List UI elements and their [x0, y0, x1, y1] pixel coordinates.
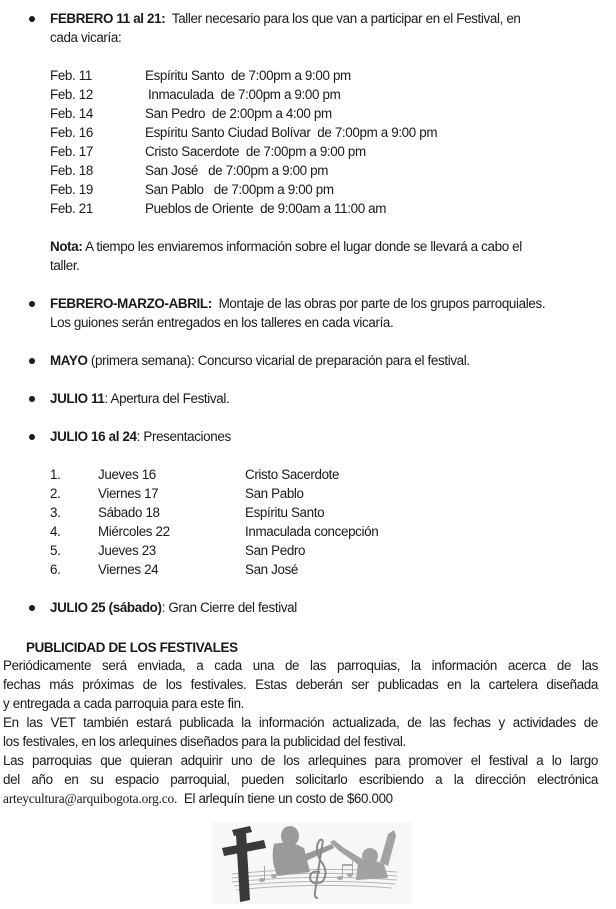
presentation-day: Miércoles 22: [98, 524, 170, 539]
schedule-date: Feb. 17: [50, 144, 93, 159]
festival-art-logo-icon: [212, 822, 412, 904]
cost-text: El arlequín tiene un costo de $60.000: [183, 791, 393, 806]
bullet-icon: [29, 396, 35, 402]
presentation-number: 1.: [50, 467, 61, 482]
presentation-place: San José: [245, 562, 299, 577]
presentation-place: San Pablo: [245, 486, 304, 501]
presentation-place: Cristo Sacerdote: [245, 467, 340, 482]
presentation-day: Viernes 24: [98, 562, 159, 577]
publicidad-heading: PUBLICIDAD DE LOS FESTIVALES: [26, 640, 238, 655]
publicidad-line: Periódicamente será enviada, a cada una de las parroquias, la información acerca de las: [3, 658, 598, 673]
presentation-number: 3.: [50, 505, 61, 520]
schedule-date: Feb. 16: [50, 125, 93, 140]
item-julio25-label: JULIO 25 (sábado): [50, 600, 162, 615]
publicidad-line: Las parroquias que quieran adquirir uno de los arlequines para promover el festival a lo largo: [3, 753, 598, 768]
schedule-desc: San José de 7:00pm a 9:00 pm: [145, 163, 329, 178]
schedule-desc: Cristo Sacerdote de 7:00pm a 9:00 pm: [145, 144, 366, 159]
item-mayo-text: (primera semana): Concurso vicarial de preparación para el festival.: [90, 353, 470, 368]
bullet-icon: [29, 301, 35, 307]
item-mayo: [50, 351, 470, 370]
item-julio11-label: JULIO 11: [50, 391, 105, 406]
item-mayo-label: MAYO: [50, 353, 88, 368]
presentation-place: San Pedro: [245, 543, 306, 558]
schedule-date: Feb. 14: [50, 106, 93, 121]
item-julio11: [50, 389, 229, 408]
note-label: Nota:: [50, 239, 83, 254]
schedule-desc: Inmaculada de 7:00pm a 9:00 pm: [148, 87, 341, 102]
item-julio25-text: : Gran Cierre del festival: [161, 600, 297, 615]
presentation-day: Jueves 16: [98, 467, 156, 482]
presentation-number: 4.: [50, 524, 61, 539]
item-montaje-label: FEBRERO-MARZO-ABRIL:: [50, 296, 212, 311]
item-febrero-label: FEBRERO 11 al 21:: [50, 11, 166, 26]
note-text: A tiempo les enviaremos información sobre el lugar donde se llevará a cabo el: [85, 239, 522, 254]
publicidad-line: y entregada a cada parroquia para este fin.: [3, 696, 245, 711]
bullet-icon: [29, 358, 35, 364]
bullet-icon: [29, 16, 35, 22]
schedule-desc: San Pablo de 7:00pm a 9:00 pm: [145, 182, 334, 197]
item-julio25: [50, 598, 297, 617]
schedule-date: Feb. 21: [50, 201, 93, 216]
item-montaje: [50, 294, 545, 313]
bullet-icon: [29, 434, 35, 440]
publicidad-line: del año en su espacio parroquial, pueden solicitarlo escribiendo a la dirección electrónica: [3, 772, 598, 787]
item-julio16-text: : Presentaciones: [136, 429, 231, 444]
schedule-date: Feb. 19: [50, 182, 93, 197]
schedule-desc: San Pedro de 2:00pm a 4:00 pm: [145, 106, 332, 121]
item-febrero: [50, 9, 521, 28]
schedule-desc: Espíritu Santo Ciudad Bolívar de 7:00pm a 9:00 pm: [145, 125, 438, 140]
bullet-icon: [29, 605, 35, 611]
item-julio16-label: JULIO 16 al 24: [50, 429, 137, 444]
presentation-number: 2.: [50, 486, 61, 501]
item-julio11-text: : Apertura del Festival.: [104, 391, 230, 406]
publicidad-line: los festivales, en los arlequines diseñados para la publicidad del festival.: [3, 734, 406, 749]
publicidad-line: En las VET también estará publicada la información actualizada, de las fechas y actividades de: [3, 715, 598, 730]
publicidad-contact: [3, 789, 393, 808]
presentation-place: Inmaculada concepción: [245, 524, 379, 539]
note-text-cont: taller.: [50, 258, 80, 273]
presentation-place: Espíritu Santo: [245, 505, 325, 520]
schedule-desc: Pueblos de Oriente de 9:00am a 11:00 am: [145, 201, 387, 216]
presentation-day: Jueves 23: [98, 543, 156, 558]
schedule-date: Feb. 12: [50, 87, 93, 102]
schedule-desc: Espíritu Santo de 7:00pm a 9:00 pm: [145, 68, 351, 83]
item-montaje-text-cont: Los guiones serán entregados en los talleres en cada vicaría.: [50, 315, 394, 330]
item-febrero-text-cont: cada vicaría:: [50, 30, 122, 45]
publicidad-line: fechas más próximas de los festivales. Estas deberán ser publicadas en la cartelera diseñada: [3, 677, 598, 692]
schedule-date: Feb. 18: [50, 163, 93, 178]
item-montaje-text: Montaje de las obras por parte de los grupos parroquiales.: [218, 296, 546, 311]
email-link[interactable]: arteycultura@arquibogota.org.co.: [3, 791, 178, 806]
item-julio16: [50, 427, 231, 446]
presentation-day: Sábado 18: [98, 505, 160, 520]
item-febrero-text: Taller necesario para los que van a participar en el Festival, en: [171, 11, 521, 26]
presentation-number: 6.: [50, 562, 61, 577]
presentation-number: 5.: [50, 543, 61, 558]
schedule-date: Feb. 11: [50, 68, 92, 83]
note: [50, 237, 522, 256]
presentation-day: Viernes 17: [98, 486, 159, 501]
